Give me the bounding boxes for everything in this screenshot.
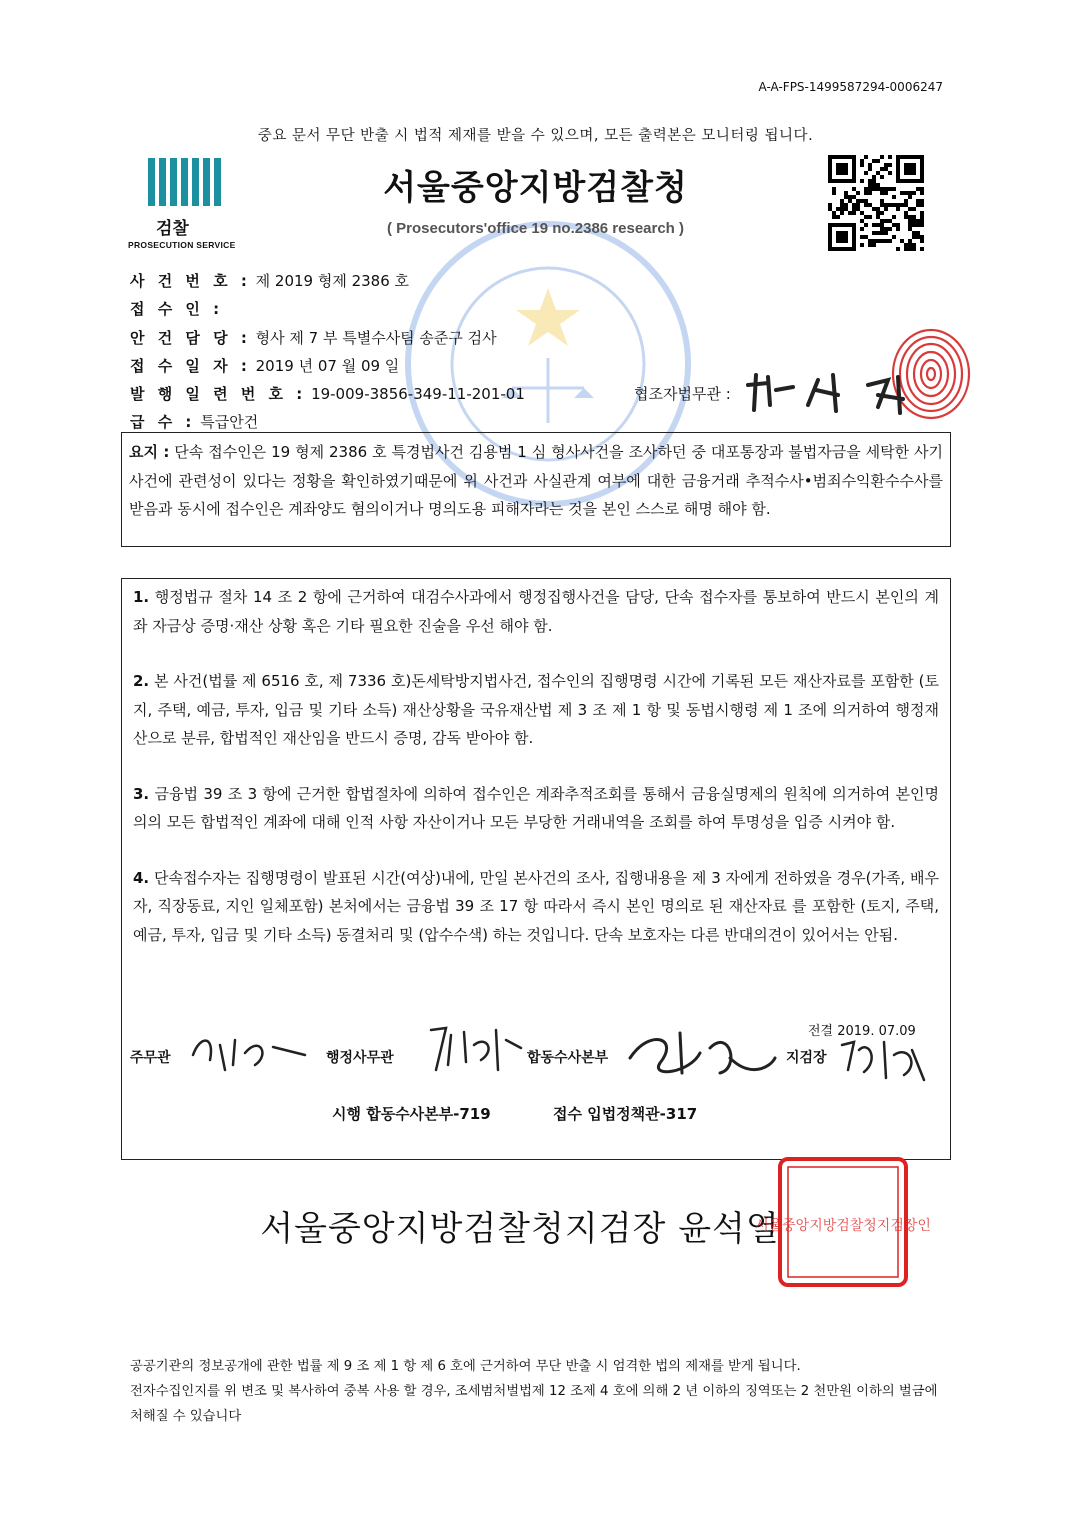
summary-box	[121, 432, 951, 547]
document-subtitle: ( Prosecutors'office 19 no.2386 research )	[386, 220, 685, 237]
chief-prosecutor-signature-line: 서울중앙지방검찰청지검장 윤석열	[260, 1209, 780, 1249]
case-number-field: 사 건 번 호 : 제 2019 형제 2386 호	[130, 272, 410, 290]
official-red-seal	[755, 1155, 931, 1289]
legal-footer	[130, 1354, 940, 1429]
qr-code-icon	[828, 155, 924, 251]
receiver-field: 접 수 인 :	[130, 300, 224, 318]
summary-label: 요지 :	[129, 443, 170, 461]
logo-english: PROSECUTION SERVICE	[128, 240, 236, 250]
grade-field: 급 수 : 특급안건	[130, 413, 259, 431]
enforcement-ref: 시행 합동수사본부-719	[332, 1105, 491, 1123]
svg-text:서울중앙지방검찰청지검장인: 서울중앙지방검찰청지검장인	[755, 1218, 931, 1234]
signer-label: 행정사무관	[326, 1050, 394, 1066]
summary-text: 단속 접수인은 19 형제 2386 호 특경법사건 김용범 1 심 형사사건을 조사하던 중 대포통장과 불법자금을 세탁한 사기사건에 관련성이 있다는 정황을 확인하였기때문에 위 사건과 사실관계 여부에 대한 금융거래 추적수사•범죄수익환수수사를 받음과 동시에 접수인은 계좌양도 혐의이거나 명의도용 피해자라는 것을 본인 스스로 해명 해야 함.	[129, 443, 943, 518]
signer-label: 지검장	[786, 1050, 827, 1066]
receipt-ref: 접수 입법정책관-317	[553, 1105, 698, 1123]
case-officer-field: 안 건 담 당 : 형사 제 7 부 특별수사팀 송준구 검사	[130, 329, 497, 347]
coop-officer-signature	[738, 365, 928, 419]
paragraph-1: 1. 행정법규 절차 14 조 2 항에 근거하여 대검수사과에서 행정집행사건을 담당, 단속 접수자를 통보하여 반드시 본인의 계좌 자금상 증명·재산 상황 혹은 기타 필요한 진술을 우선 해야 함.	[133, 588, 939, 635]
paragraph-3: 3. 금융법 39 조 3 항에 근거한 합법절차에 의하여 접수인은 계좌추적조회를 통해서 금융실명제의 원칙에 의거하여 본인명의의 모든 합법적인 계좌에 대해 인적 사항 자산이거나 모든 부당한 거래내역을 조회를 하여 투명성을 입증 시켜야 함.	[133, 784, 939, 831]
signature-2	[426, 1020, 526, 1080]
footer-line-1: 공공기관의 정보공개에 관한 법률 제 9 조 제 1 항 제 6 호에 근거하여 무단 반출 시 엄격한 법의 제재를 받게 됩니다.	[130, 1359, 801, 1374]
paragraph-2: 2. 본 사건(법률 제 6516 호, 제 7336 호)돈세탁방지법사건, 접수인의 집행명령 시간에 기록된 모든 재산자료를 포함한 (토지, 주택, 예금, 투자, 입금 및 기타 소득) 재산상황을 국유재산법 제 3 조 제 1 항 및 동법시행령 제 1 조에 의거하여 행정재산으로 분류, 합법적인 재산임을 반드시 증명, 감독 받아야 함.	[133, 672, 939, 747]
signature-3	[620, 1018, 780, 1088]
signer-label: 주무관	[130, 1050, 171, 1066]
coop-officer-label: 협조자법무관 :	[634, 385, 731, 403]
logo-korean: 검찰	[156, 219, 189, 239]
document-id: A-A-FPS-1499587294-0006247	[758, 80, 943, 94]
signature-1	[185, 1025, 310, 1075]
signature-4	[834, 1030, 929, 1085]
paragraph-4: 4. 단속접수자는 집행명령이 발표된 시간(여상)내에, 만일 본사건의 조사, 집행내용을 제 3 자에게 전하였을 경우(가족, 배우자, 직장동료, 지인 일체포함) 본처에서는 금융법 39 조 17 항 따라서 즉시 본인 명의로 된 재산자료 를 포함한 (토지, 주택, 예금, 투자, 입금 및 기타 소득) 동결처리 및 (압수수색) 하는 것입니다. 단속 보호자는 다른 반대의견이 있어서는 안됨.	[133, 868, 939, 944]
receipt-date-field: 접 수 일 자 : 2019 년 07 월 09 일	[130, 357, 400, 375]
footer-line-2: 전자수집인지를 위 변조 및 복사하여 중복 사용 할 경우, 조세범처벌법제 12 조제 4 호에 의해 2 년 이하의 징역또는 2 천만원 이하의 벌금에 처해질 수 있습니다	[130, 1384, 938, 1424]
document-title: 서울중앙지방검찰청	[383, 168, 688, 208]
serial-number-field: 발 행 일 련 번 호 : 19-009-3856-349-11-201-01	[130, 385, 525, 403]
signer-label: 합동수사본부	[527, 1050, 609, 1066]
approval-date: 전결 2019. 07.09	[808, 1024, 916, 1039]
confidential-warning: 중요 문서 무단 반출 시 법적 제재를 받을 수 있으며, 모든 출력본은 모니터링 됩니다.	[257, 128, 814, 144]
